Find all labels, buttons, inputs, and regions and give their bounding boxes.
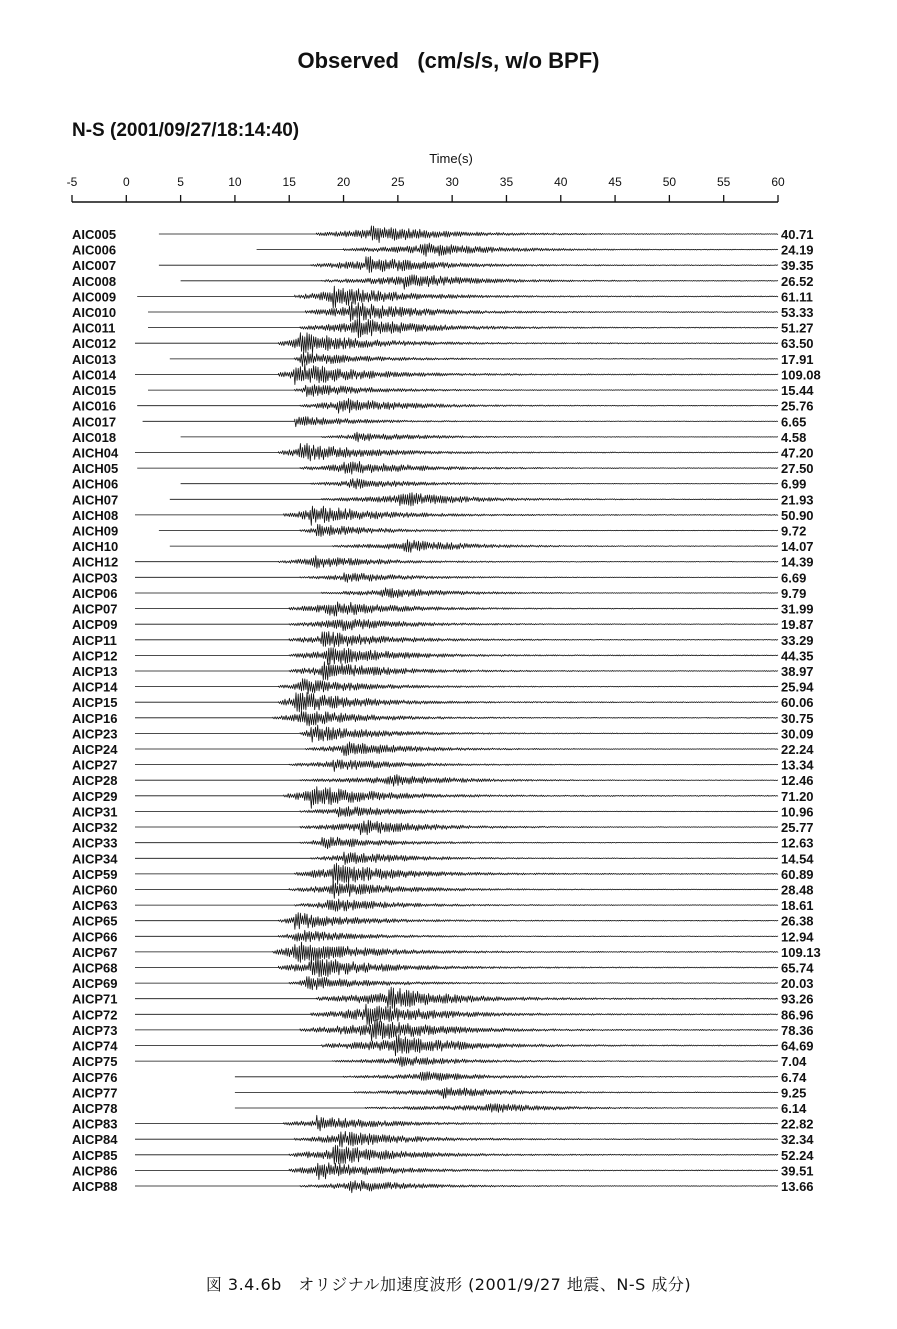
station-label: AICH04	[72, 445, 119, 461]
station-label: AICH07	[72, 492, 119, 508]
waveform-aic012	[135, 333, 778, 353]
peak-value-label: 6.14	[781, 1100, 807, 1116]
peak-value-label: 30.75	[781, 710, 814, 726]
station-label: AIC013	[72, 351, 117, 367]
waveform-aic005	[159, 226, 778, 243]
x-tick-label: 50	[662, 175, 677, 189]
waveform-aicp68	[135, 957, 778, 977]
x-tick-label: 15	[282, 175, 296, 189]
station-label: AICP67	[72, 944, 118, 960]
waveform-aicp83	[135, 1115, 778, 1131]
peak-value-label: 40.71	[781, 227, 814, 242]
peak-value-label: 6.69	[781, 570, 807, 586]
peak-value-label: 13.66	[781, 1179, 814, 1194]
waveform-aicp07	[135, 602, 778, 616]
waveform-aicp15	[135, 693, 778, 712]
waveform-aicp88	[135, 1180, 778, 1192]
x-tick-label: 45	[608, 175, 622, 189]
peak-value-label: 26.52	[781, 273, 814, 289]
x-tick-label: 0	[122, 175, 130, 189]
station-label: AICH10	[72, 539, 119, 555]
waveform-aich09	[159, 524, 778, 536]
station-label: AICP06	[72, 585, 118, 601]
peak-value-label: 60.06	[781, 695, 814, 711]
station-label: AICP33	[72, 835, 118, 851]
waveform-aicp09	[135, 619, 778, 631]
waveform-aic010	[148, 302, 778, 321]
waveform-aich04	[135, 443, 778, 461]
waveform-aicp13	[135, 662, 778, 680]
peak-value-label: 39.51	[781, 1163, 814, 1179]
station-label: AICP72	[72, 1007, 118, 1023]
waveform-aich05	[137, 461, 778, 474]
station-label: AICP11	[72, 632, 117, 648]
station-label: AICP78	[72, 1100, 118, 1116]
station-label: AICP34	[72, 851, 118, 867]
station-label: AICP69	[72, 976, 118, 992]
station-label: AICP27	[72, 757, 118, 773]
waveform-aicp78	[235, 1104, 778, 1113]
peak-value-label: 78.36	[781, 1022, 814, 1038]
waveform-aicp66	[135, 930, 778, 941]
peak-value-label: 27.50	[781, 461, 814, 477]
peak-value-label: 60.89	[781, 866, 814, 882]
peak-value-label: 51.27	[781, 320, 814, 336]
x-tick-label: 30	[445, 175, 459, 189]
peak-value-label: 19.87	[781, 617, 814, 633]
waveform-aicp27	[135, 760, 778, 772]
peak-value-label: 13.34	[781, 757, 814, 773]
station-label: AIC005	[72, 227, 117, 242]
waveform-aicp34	[135, 852, 778, 865]
peak-value-label: 10.96	[781, 804, 814, 820]
peak-value-label: 17.91	[781, 351, 814, 367]
waveform-aicp32	[135, 820, 778, 835]
waveform-aic015	[148, 385, 778, 397]
station-label: AICP83	[72, 1116, 118, 1132]
waveform-aicp12	[135, 648, 778, 665]
peak-value-label: 28.48	[781, 882, 814, 898]
station-label: AICP74	[72, 1038, 118, 1054]
peak-value-label: 18.61	[781, 898, 814, 914]
waveform-aich10	[170, 540, 778, 553]
peak-value-label: 21.93	[781, 492, 814, 508]
station-label: AICP71	[72, 991, 118, 1007]
figure-caption: 図 3.4.6b オリジナル加速度波形 (2001/9/27 地震、N-S 成分)	[205, 1275, 692, 1294]
waveform-aicp63	[135, 899, 778, 911]
waveform-aicp71	[135, 987, 778, 1008]
station-label: AIC009	[72, 289, 117, 305]
peak-value-label: 12.63	[781, 835, 814, 851]
x-tick-label: 55	[717, 175, 731, 189]
waveform-aicp16	[135, 711, 778, 726]
x-tick-label: 20	[336, 175, 351, 189]
peak-value-label: 61.11	[781, 289, 813, 305]
station-label: AICP29	[72, 788, 118, 804]
waveform-aic007	[159, 256, 778, 272]
peak-value-label: 15.44	[781, 383, 814, 399]
station-label: AICP65	[72, 913, 118, 929]
station-label: AICP14	[72, 679, 118, 695]
peak-value-label: 65.74	[781, 960, 814, 976]
peak-value-label: 47.20	[781, 445, 814, 461]
station-label: AICP16	[72, 710, 118, 726]
station-label: AICH05	[72, 461, 119, 477]
peak-value-label: 33.29	[781, 632, 814, 648]
waveform-aicp03	[135, 573, 778, 583]
station-label: AICP68	[72, 960, 118, 976]
waveform-aicp29	[135, 787, 778, 809]
peak-value-label: 6.74	[781, 1069, 807, 1085]
peak-value-label: 53.33	[781, 305, 814, 321]
peak-value-label: 7.04	[781, 1054, 807, 1070]
x-axis	[67, 175, 785, 202]
station-label: AICP13	[72, 663, 118, 679]
station-label: AIC012	[72, 336, 117, 352]
station-label: AICP85	[72, 1147, 118, 1163]
waveform-aicp59	[135, 863, 778, 884]
station-label: AIC011	[72, 320, 116, 336]
waveform-aicp76	[235, 1072, 778, 1081]
peak-value-label: 24.19	[781, 242, 814, 258]
peak-value-label: 9.79	[781, 585, 807, 601]
peak-value-label: 63.50	[781, 336, 814, 352]
station-label: AICP23	[72, 726, 118, 742]
waveform-aic013	[170, 352, 778, 366]
peak-value-label: 14.07	[781, 539, 814, 555]
peak-value-label: 9.72	[781, 523, 807, 539]
waveform-aic018	[181, 432, 778, 442]
station-label: AICP77	[72, 1085, 118, 1101]
waveform-aicp31	[135, 807, 778, 817]
peak-value-label: 109.08	[781, 367, 821, 383]
peak-value-label: 25.77	[781, 820, 814, 836]
waveform-aic011	[148, 318, 778, 338]
waveform-aicp69	[135, 977, 778, 990]
station-label: AICP73	[72, 1022, 118, 1038]
peak-value-label: 12.46	[781, 773, 814, 789]
station-label: AICH12	[72, 554, 119, 570]
waveform-aicp60	[135, 881, 778, 898]
station-label: AICP07	[72, 601, 118, 617]
station-label: AICP75	[72, 1054, 118, 1070]
peak-value-label: 52.24	[781, 1147, 814, 1163]
x-tick-label: 10	[228, 175, 242, 189]
station-label: AIC016	[72, 398, 117, 414]
station-label: AICH06	[72, 476, 119, 492]
station-label: AICP31	[72, 804, 118, 820]
station-label: AICH09	[72, 523, 119, 539]
waveform-traces	[72, 226, 821, 1194]
station-label: AICP09	[72, 617, 118, 633]
peak-value-label: 14.54	[781, 851, 814, 867]
waveform-aicp84	[135, 1131, 778, 1147]
peak-value-label: 9.25	[781, 1085, 807, 1101]
peak-value-label: 38.97	[781, 663, 814, 679]
waveform-aicp74	[135, 1035, 778, 1056]
peak-value-label: 6.99	[781, 476, 807, 492]
peak-value-label: 44.35	[781, 648, 814, 664]
waveform-aich07	[170, 493, 778, 506]
peak-value-label: 30.09	[781, 726, 814, 742]
waveform-aicp75	[135, 1057, 778, 1067]
station-label: AIC015	[72, 383, 117, 399]
station-label: AICP15	[72, 695, 118, 711]
peak-value-label: 6.65	[781, 414, 807, 430]
station-label: AICP12	[72, 648, 118, 664]
peak-value-label: 71.20	[781, 788, 814, 804]
waveform-aic016	[137, 398, 778, 413]
x-tick-label: 40	[554, 175, 568, 189]
peak-value-label: 12.94	[781, 929, 814, 945]
peak-value-label: 22.82	[781, 1116, 814, 1132]
station-label: AICP32	[72, 820, 118, 836]
waveform-aicp65	[135, 913, 778, 930]
waveform-aicp14	[135, 679, 778, 694]
x-tick-label: -5	[66, 175, 78, 189]
waveform-aicp72	[135, 1004, 778, 1026]
peak-value-label: 14.39	[781, 554, 814, 570]
station-label: AIC010	[72, 305, 117, 321]
waveform-aicp28	[135, 775, 778, 787]
station-label: AIC017	[72, 414, 117, 430]
waveform-aic017	[143, 417, 778, 427]
station-label: AICP88	[72, 1179, 118, 1194]
station-label: AICP28	[72, 773, 118, 789]
station-label: AICP59	[72, 866, 118, 882]
station-label: AICH08	[72, 507, 119, 523]
peak-value-label: 39.35	[781, 258, 814, 274]
peak-value-label: 22.24	[781, 742, 814, 758]
chart-title: Observed (cm/s/s, w/o BPF)	[297, 48, 600, 73]
chart-subtitle: N-S (2001/09/27/18:14:40)	[72, 120, 300, 141]
waveform-aicp85	[135, 1145, 778, 1164]
station-label: AIC006	[72, 242, 117, 258]
waveform-aic006	[257, 243, 778, 256]
peak-value-label: 25.94	[781, 679, 814, 695]
station-label: AICP84	[72, 1132, 118, 1148]
peak-value-label: 86.96	[781, 1007, 814, 1023]
peak-value-label: 25.76	[781, 398, 814, 414]
station-label: AICP66	[72, 929, 118, 945]
peak-value-label: 64.69	[781, 1038, 814, 1054]
waveform-aicp77	[235, 1088, 778, 1099]
waveform-aicp67	[135, 942, 778, 962]
station-label: AIC014	[72, 367, 117, 383]
x-tick-label: 35	[499, 175, 514, 189]
waveform-aic008	[181, 275, 778, 289]
waveform-aicp11	[135, 632, 778, 648]
waveform-aicp33	[135, 837, 778, 849]
station-label: AICP03	[72, 570, 118, 586]
peak-value-label: 93.26	[781, 991, 814, 1007]
station-label: AIC018	[72, 429, 117, 445]
station-label: AIC008	[72, 273, 117, 289]
waveform-aich06	[181, 479, 778, 489]
peak-value-label: 32.34	[781, 1132, 814, 1148]
waveform-aicp23	[135, 725, 778, 742]
waveform-aich08	[135, 506, 778, 525]
x-tick-label: 5	[177, 175, 184, 189]
waveform-aicp86	[135, 1163, 778, 1180]
station-label: AICP24	[72, 742, 118, 758]
station-label: AIC007	[72, 258, 117, 274]
station-label: AICP60	[72, 882, 118, 898]
station-label: AICP86	[72, 1163, 118, 1179]
waveform-aic009	[137, 286, 778, 308]
waveform-aicp24	[135, 742, 778, 756]
station-label: AICP76	[72, 1069, 118, 1085]
waveform-aicp73	[135, 1019, 778, 1041]
peak-value-label: 31.99	[781, 601, 814, 617]
peak-value-label: 50.90	[781, 507, 814, 523]
peak-value-label: 109.13	[781, 944, 821, 960]
x-tick-label: 60	[771, 175, 785, 189]
peak-value-label: 20.03	[781, 976, 814, 992]
peak-value-label: 26.38	[781, 913, 814, 929]
waveform-aic014	[135, 364, 778, 385]
x-axis-label: Time(s)	[429, 151, 473, 166]
x-tick-label: 25	[391, 175, 405, 189]
station-label: AICP63	[72, 898, 118, 914]
waveform-aicp06	[135, 588, 778, 598]
peak-value-label: 4.58	[781, 429, 807, 445]
waveform-aich12	[135, 556, 778, 569]
